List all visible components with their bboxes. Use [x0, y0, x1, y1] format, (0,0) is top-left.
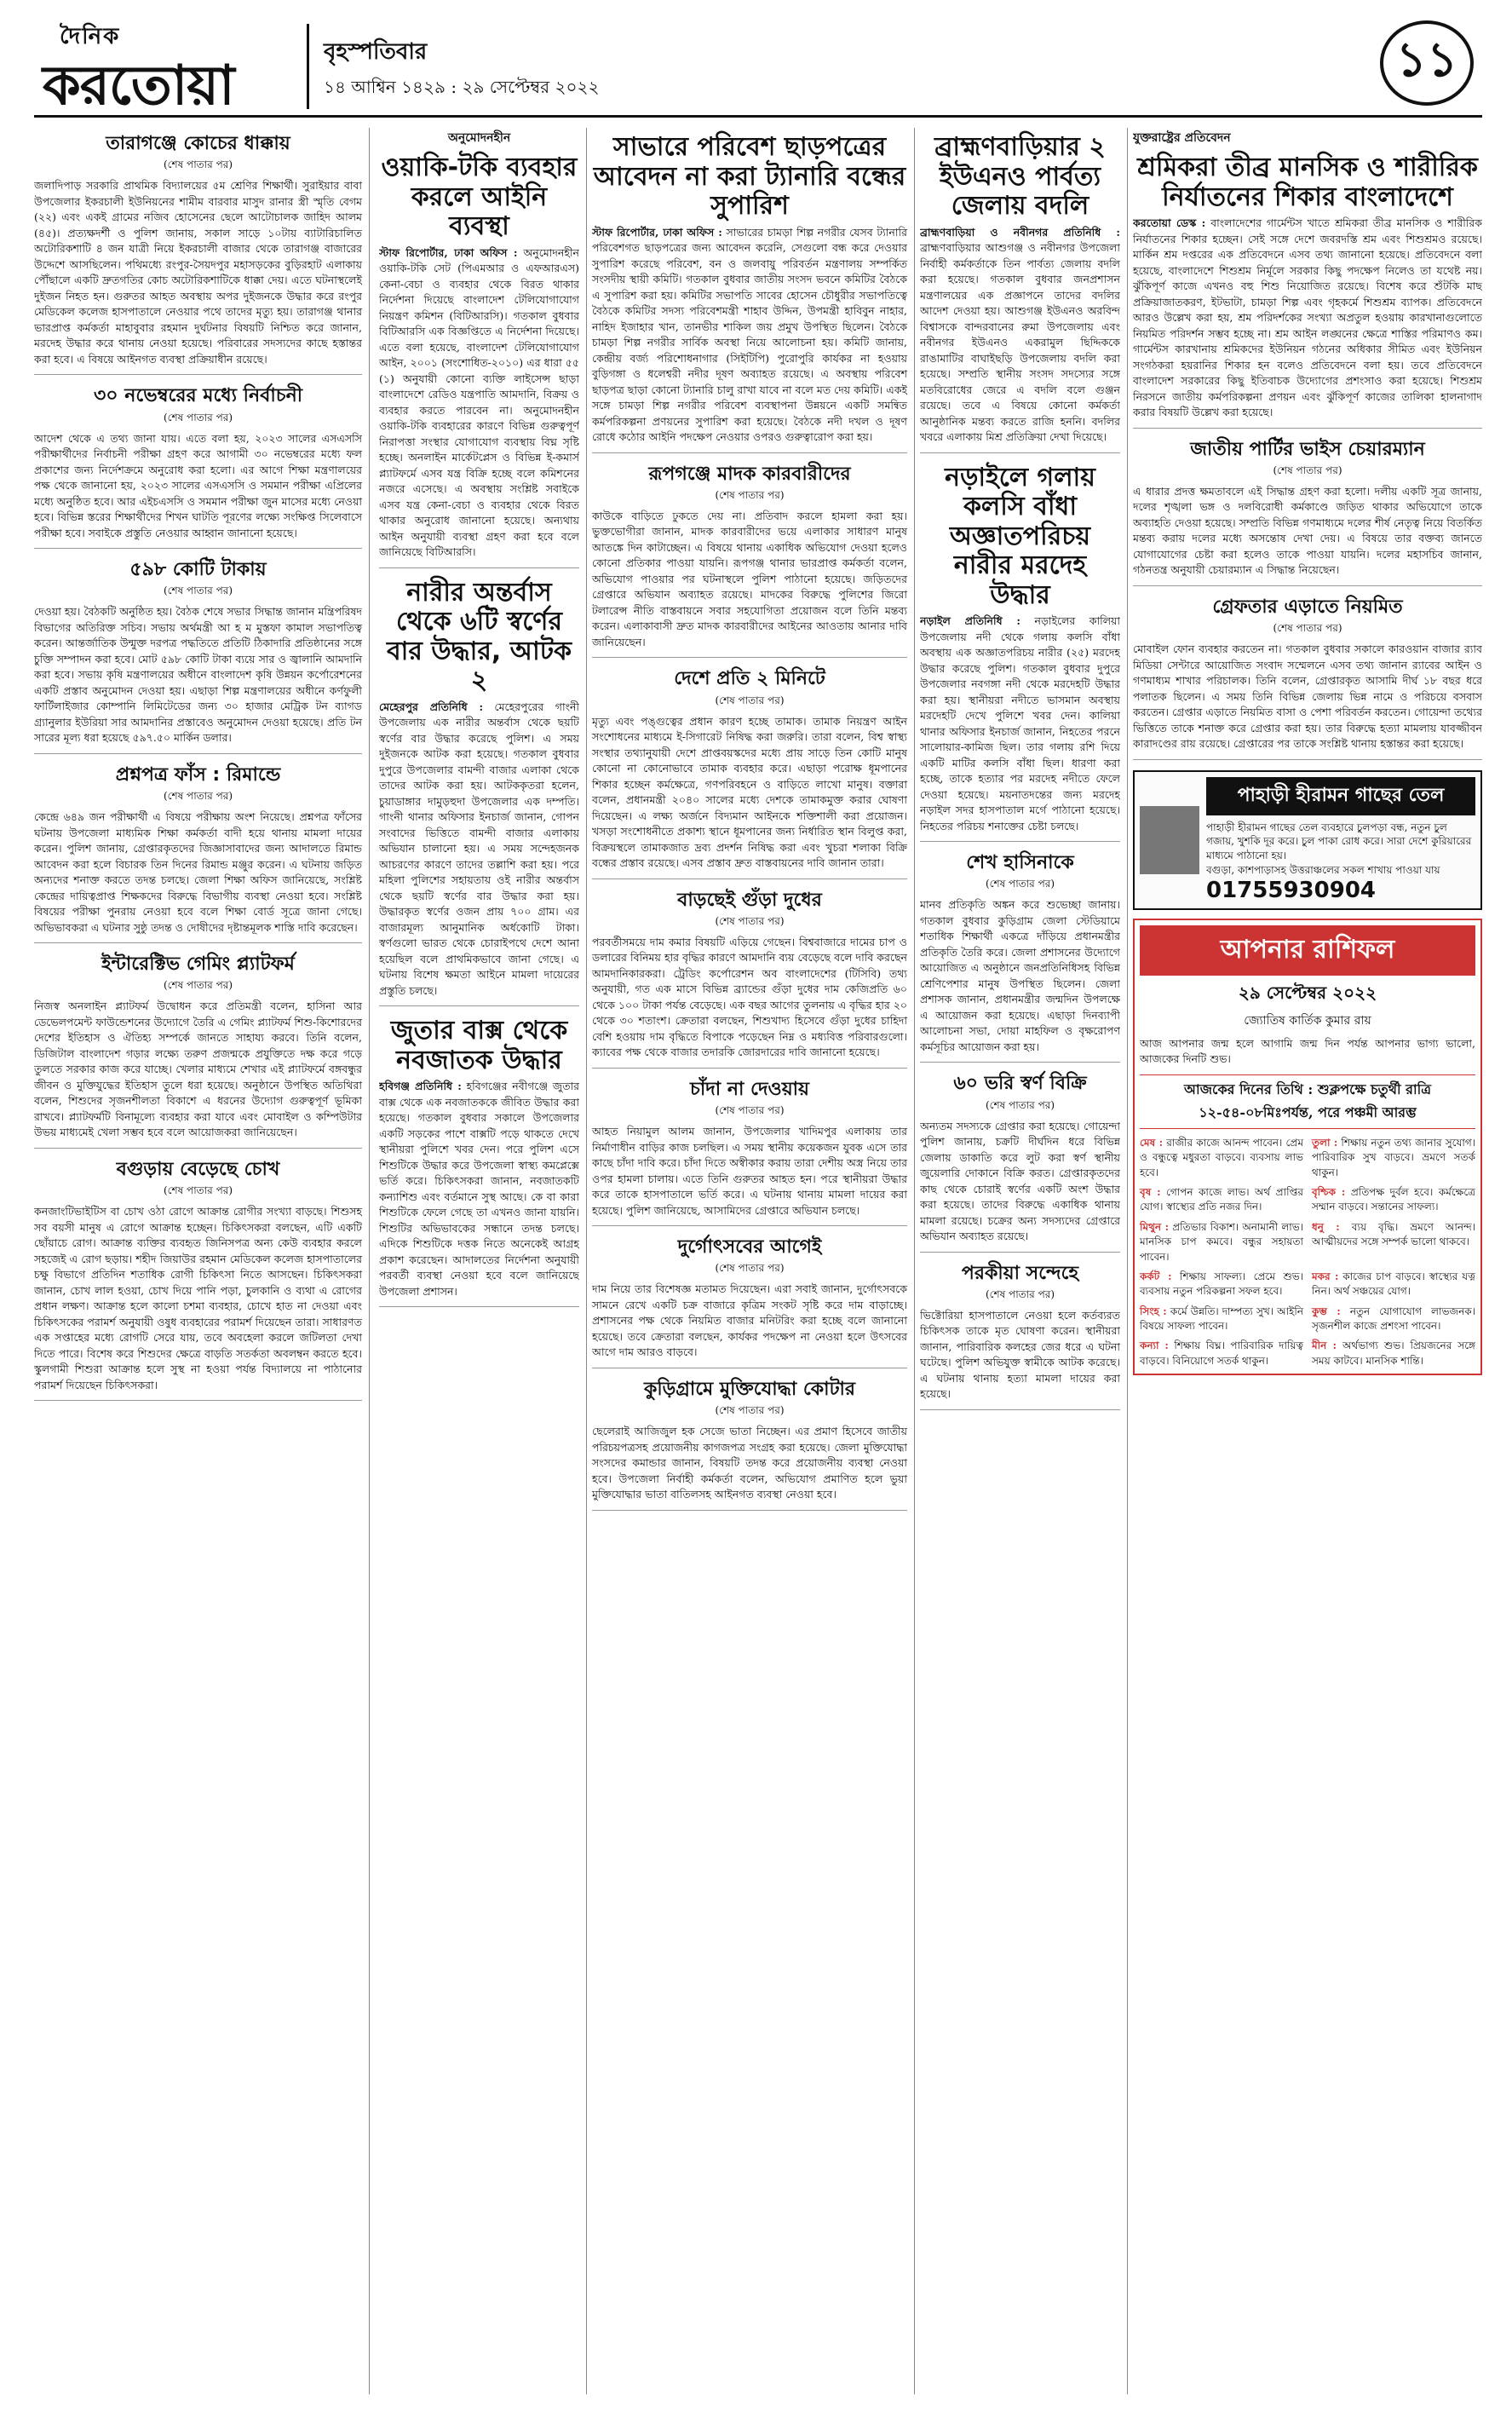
article-byline: মেহেরপুর প্রতিনিধি : — [379, 700, 484, 713]
column-5 — [1133, 128, 1482, 2394]
article-headline: সাভারে পরিবেশ ছাড়পত্রের আবেদন না করা ট্যানারি বন্ধের সুপারিশ — [593, 132, 906, 221]
continued-label: (শেষ পাতার পর) — [985, 1288, 1055, 1300]
article — [34, 1159, 362, 1401]
article-headline: নড়াইলে গলায় কলসি বাঁধা অজ্ঞাতপরিচয় নারীর মরদেহ উদ্ধার — [945, 462, 1095, 610]
column-rule — [914, 128, 915, 2394]
horoscope-signs — [1140, 1136, 1475, 1368]
article-body: এ ধারার প্রদত্ত ক্ষমতাবলে এই সিদ্ধান্ত গ্রহণ করা হলো। দলীয় একটি সূত্র জানায়, দলের শৃঙ্খলা ভঙ্গ ও দলবিরোধী কর্মকাণ্ডে জড়িত থাকার অভিযোগে তাকে অব্যাহতি দেওয়া হয়েছে। সম্প্রতি বিভিন্ন গণমাধ্যমে দলের শীর্ষ নেতৃত্ব নিয়ে বিতর্কিত মন্তব্য করায় দলের মধ্যে অসন্তোষ দেখা দেয়। এ বিষয়ে তার বক্তব্য জানতে যোগাযোগের চেষ্টা করা হলেও তাকে পাওয়া যায়নি। দলের মহাসচিব জানান, গঠনতন্ত্র অনুযায়ী চেয়ারম্যান এ সিদ্ধান্ত নিয়েছেন। — [1133, 484, 1482, 577]
article-headline: কুড়িগ্রামে মুক্তিযোদ্ধা কোটার — [643, 1378, 856, 1400]
horoscope-sign — [1140, 1136, 1303, 1180]
article-body: হবিগঞ্জের নবীগঞ্জে জুতার বাক্স থেকে এক নবজাতককে জীবিত উদ্ধার করা হয়েছে। গতকাল বুধবার সকালে উপজেলার একটি সড়কের পাশে বাক্সটি পড়ে থাকতে দেখে স্থানীয়রা পুলিশে খবর দেন। পরে পুলিশ এসে শিশুটিকে উদ্ধার করে উপজেলা স্বাস্থ্য কমপ্লেক্সে ভর্তি করে। চিকিৎসকরা জানান, নবজাতকটি কন্যাশিশু এবং বর্তমানে সুস্থ আছে। কে বা কারা শিশুটিকে ফেলে গেছে তা এখনও জানা যায়নি। শিশুটির অভিভাবকের সন্ধানে তদন্ত চলছে। এদিকে শিশুটিকে দত্তক নিতে অনেকেই আগ্রহ প্রকাশ করেছেন। আদালতের নির্দেশনা অনুযায়ী পরবর্তী ব্যবস্থা নেওয়া হবে বলে জানিয়েছে উপজেলা প্রশাসন। — [379, 1080, 579, 1298]
article — [1133, 596, 1482, 760]
article-headline: জাতীয় পার্টির ভাইস চেয়ারম্যান — [1190, 438, 1425, 460]
article-body: মেহেরপুরের গাংনী উপজেলায় এক নারীর অন্তর্বাস থেকে ছয়টি স্বর্ণের বার উদ্ধার করেছে পুলিশ। এ সময় দুইজনকে আটক করা হয়েছে। গতকাল বুধবার দুপুরে উপজেলার বামন্দী বাজার এলাকা থেকে তাদের আটক করা হয়। আটককৃতরা হলেন, চুয়াডাঙ্গার দামুড়হুদা উপজেলার এক দম্পতি। গাংনী থানার অফিসার ইনচার্জ জানান, গোপন সংবাদের ভিত্তিতে বামন্দী বাজার এলাকায় অভিযান চালানো হয়। এ সময় সন্দেহজনক আচরণের কারণে তাদের তল্লাশি করা হয়। পরে মহিলা পুলিশের সহায়তায় ওই নারীর অন্তর্বাস থেকে ছয়টি স্বর্ণের বার উদ্ধার করা হয়। উদ্ধারকৃত স্বর্ণের ওজন প্রায় ৭০০ গ্রাম। এর বাজারমূল্য আনুমানিক অর্ধকোটি টাকা। স্বর্ণগুলো ভারত থেকে চোরাইপথে দেশে আনা হয়েছিল বলে প্রাথমিকভাবে জানা গেছে। এ ঘটনায় বিশেষ ক্ষমতা আইনে মামলা দায়েরের প্রস্তুতি চলছে। — [379, 700, 579, 997]
sign-name: মিথুন : — [1140, 1220, 1170, 1233]
article-body: মৃত্যু এবং পঙ্গুত্বের প্রধান কারণ হচ্ছে তামাক। তামাক নিয়ন্ত্রণ আইন সংশোধনের মাধ্যমে ই-সিগারেট নিষিদ্ধ করা জরুরি। তারা বলেন, বিশ্ব স্বাস্থ্য সংস্থার তথ্যানুযায়ী দেশে প্রাপ্তবয়স্কদের মধ্যে প্রায় সাড়ে তিন কোটি মানুষ কোনো না কোনোভাবে তামাক ব্যবহার করে। এছাড়া পরোক্ষ ধূমপানের শিকার হচ্ছেন কর্মক্ষেত্রে, গণপরিবহনে ও বাড়িতে লাখো মানুষ। বক্তারা বলেন, প্রধানমন্ত্রী ২০৪০ সালের মধ্যে দেশকে তামাকমুক্ত করার ঘোষণা দিয়েছেন। এ লক্ষ্য অর্জনে বিদ্যমান আইনকে শক্তিশালী করা প্রয়োজন। খসড়া সংশোধনীতে প্রকাশ্য স্থানে ধূমপানের জন্য নির্ধারিত স্থান বিলুপ্ত করা, বিক্রয়স্থলে তামাকজাত দ্রব্য প্রদর্শন নিষিদ্ধ করা এবং খুচরা শলাকা বিক্রি বন্ধের প্রস্তাব রয়েছে। এসব প্রস্তাব দ্রুত বাস্তবায়নের দাবি জানান তারা। — [592, 714, 907, 870]
issue-date: ১৪ আশ্বিন ১৪২৯ : ২৯ সেপ্টেম্বর ২০২২ — [324, 77, 600, 97]
article-headline: ৩০ নভেম্বরের মধ্যে নির্বাচনী — [93, 385, 303, 407]
logo-prefix: দৈনিক — [60, 24, 121, 49]
article-headline: দুর্গোৎসবের আগেই — [677, 1236, 822, 1259]
article-byline: স্টাফ রিপোর্টার, ঢাকা অফিস : — [592, 225, 722, 239]
article-headline: চাঁদা না দেওয়ায় — [690, 1078, 809, 1100]
masthead — [34, 15, 1482, 118]
article-body: আহত নিয়ামুল আলম জানান, উপজেলার খাদিমপুর এলাকায় তার নির্মাণাধীন বাড়ির কাজ চলছিল। এ সময় স্থানীয় কয়েকজন যুবক এসে তার কাছে চাঁদা দাবি করে। চাঁদা দিতে অস্বীকার করায় তারা দেশীয় অস্ত্র নিয়ে তার ওপর হামলা চালায়। এতে তিনি গুরুতর আহত হন। পরে স্থানীয়রা উদ্ধার করে তাকে হাসপাতালে ভর্তি করে। এ ঘটনায় থানায় মামলা দায়ের করা হয়েছে। পুলিশ জানিয়েছে, আসামিদের গ্রেপ্তারে অভিযান চলছে। — [592, 1125, 907, 1217]
continued-label: (শেষ পাতার পর) — [163, 411, 233, 423]
continued-label: (শেষ পাতার পর) — [1273, 464, 1342, 476]
continued-label: (শেষ পাতার পর) — [163, 585, 233, 597]
sign-text: গোপন কাজে লাভ। অর্থ প্রাপ্তির যোগ। স্বাস্থ্যের প্রতি নজর দিন। — [1140, 1185, 1303, 1213]
continued-label: (শেষ পাতার পর) — [163, 790, 233, 803]
horoscope-tithi: আজকের দিনের তিথি : শুক্লপক্ষে চতুর্থী রাত্রি ১২-৫৪-০৮মিঃপর্যন্ত, পরে পঞ্চমী আরম্ভ — [1140, 1074, 1475, 1129]
horoscope-intro: আজ আপনার জন্ম হলে আগামি জন্ম দিন পর্যন্ত আপনার ভাগ্য ভালো, আজকের দিনটি শুভ। — [1140, 1036, 1475, 1066]
ad-address: বগুড়া, কাশপাড়াসহ উত্তরাঞ্চলের সকল শাখায় পাওয়া যায় — [1206, 863, 1440, 876]
column-1 — [34, 128, 362, 2394]
masthead-divider — [307, 24, 309, 109]
horoscope-sign — [1312, 1305, 1475, 1334]
horoscope-box — [1133, 919, 1482, 1375]
article-headline: ব্রাহ্মণবাড়িয়ার ২ ইউএনও পার্বত্য জেলায় বদলি — [934, 132, 1106, 221]
continued-label: (শেষ পাতার পর) — [715, 488, 785, 501]
article-headline: শ্রমিকরা তীব্র মানসিক ও শারীরিক নির্যাতনের শিকার বাংলাদেশে — [1137, 153, 1478, 212]
continued-label: (শেষ পাতার পর) — [163, 158, 233, 171]
page-number: ১১ — [1380, 20, 1474, 106]
article — [379, 1017, 579, 1307]
sign-name: মেষ : — [1140, 1136, 1164, 1149]
sign-name: কন্যা : — [1140, 1339, 1169, 1352]
lead-article — [592, 133, 907, 453]
horoscope-sign — [1140, 1270, 1303, 1299]
article-headline: ৬০ ভরি স্বর্ণ বিক্রি — [953, 1073, 1087, 1095]
newspaper-logo — [34, 19, 290, 118]
article-headline: ওয়াকি-টকি ব্যবহার করলে আইনি ব্যবস্থা — [381, 153, 578, 241]
article-body: অন্যতম সদস্যকে গ্রেপ্তার করা হয়েছে। গোয়েন্দা পুলিশ জানায়, চক্রটি দীর্ঘদিন ধরে বিভিন্ন জেলায় ডাকাতি করে লুট করা স্বর্ণ স্থানীয় জুয়েলারি দোকানে বিক্রি করত। গ্রেপ্তারকৃতদের কাছ থেকে চোরাই স্বর্ণের একটি অংশ উদ্ধার করা হয়েছে। তাদের বিরুদ্ধে একাধিক থানায় মামলা রয়েছে। চক্রের অন্য সদস্যদের গ্রেপ্তারে অভিযান অব্যাহত রয়েছে। — [920, 1119, 1120, 1243]
sign-text: শিক্ষায় বিঘ্ন। পারিবারিক দায়িত্ব বাড়বে। বিনিয়োগে সতর্ক থাকুন। — [1140, 1339, 1303, 1367]
column-rule — [1127, 128, 1128, 2394]
article — [920, 464, 1120, 843]
sign-name: সিংহ : — [1140, 1305, 1167, 1317]
article-byline: স্টাফ রিপোর্টার, ঢাকা অফিস : — [379, 245, 518, 259]
article-headline: গ্রেফতার এড়াতে নিয়মিত — [1212, 596, 1403, 618]
article-byline: নড়াইল প্রতিনিধি : — [920, 614, 1021, 627]
article-body: সাভারের চামড়া শিল্প নগরীর যেসব ট্যানারি পরিবেশগত ছাড়পত্রের জন্য আবেদন করেনি, সেগুলো বন্ধ করে দেওয়ার সুপারিশ করেছে পরিবেশ, বন ও জলবায়ু পরিবর্তন মন্ত্রণালয় সম্পর্কিত সংসদীয় স্থায়ী কমিটি। গতকাল বুধবার জাতীয় সংসদ ভবনে কমিটির বৈঠকে এ সুপারিশ করা হয়। কমিটির সভাপতি সাবের হোসেন চৌধুরীর সভাপতিত্বে বৈঠকে কমিটির সদস্য পরিবেশমন্ত্রী শাহাব উদ্দিন, উপমন্ত্রী হাবিবুন নাহার, নাহিদ ইজাহার খান, তানভীর শাকিল জয় প্রমুখ উপস্থিত ছিলেন। বৈঠকে চামড়া শিল্প নগরীর সার্বিক অবস্থা নিয়ে আলোচনা হয়। কমিটি জানায়, কেন্দ্রীয় বর্জ্য পরিশোধনাগার (সিইটিপি) পুরোপুরি কার্যকর না হওয়ায় বুড়িগঙ্গা ও ধলেশ্বরী নদীর দূষণ অব্যাহত রয়েছে। এ অবস্থায় পরিবেশ ছাড়পত্র ছাড়া কোনো ট্যানারি চালু রাখা যাবে না বলে মত দেয় কমিটি। একই সঙ্গে চামড়া শিল্প নগরীর পরিবেশ ব্যবস্থাপনা উন্নয়নে একটি সমন্বিত কর্মপরিকল্পনা প্রণয়নের সুপারিশ করা হয়েছে। বৈঠকে নদী দখল ও দূষণ রোধে কঠোর আইনি পদক্ষেপ নেওয়ার ওপরও গুরুত্বারোপ করা হয়। — [592, 225, 907, 443]
sign-text: শিক্ষায় সাফল্য। প্রেমে শুভ। ব্যবসায় নতুন পরিকল্পনা সফল হবে। — [1140, 1270, 1304, 1298]
horoscope-sign — [1140, 1339, 1303, 1368]
ad-title: পাহাড়ী হীরামন গাছের তেল — [1206, 777, 1475, 815]
article-headline: পরকীয়া সন্দেহে — [961, 1262, 1079, 1284]
article — [34, 133, 362, 375]
article-body: দাম নিয়ে তার বিশেষজ্ঞ মতামত দিয়েছেন। এরা সবাই জানান, দুর্গোৎসবকে সামনে রেখে একটি চক্র বাজারে কৃত্রিম সংকট সৃষ্টি করে দাম বাড়াচ্ছে। প্রশাসনের পক্ষ থেকে নিয়মিত বাজার মনিটরিং করা হচ্ছে বলে জানানো হয়েছে। তবে ক্রেতারা বলছেন, কার্যকর পদক্ষেপ না নেওয়া হলে উৎসবের আগে দাম আরও বাড়বে। — [592, 1282, 907, 1359]
horoscope-sign — [1140, 1185, 1303, 1215]
article-headline: বগুড়ায় বেড়েছে চোখ — [116, 1158, 280, 1180]
article-headline: শেখ হাসিনাকে — [966, 852, 1074, 873]
horoscope-sign — [1312, 1270, 1475, 1299]
horoscope-title: আপনার রাশিফল — [1140, 925, 1475, 976]
issue-day: বৃহস্পতিবার — [324, 39, 428, 65]
advertisement[interactable] — [1133, 770, 1482, 910]
sign-name: তুলা : — [1312, 1136, 1338, 1149]
sign-text: কর্মে উন্নতি। দাম্পত্য সুখ। আইনি বিষয়ে সাফল্য পাবেন। — [1140, 1305, 1304, 1333]
article — [592, 890, 907, 1069]
horoscope-sign — [1312, 1339, 1475, 1368]
article-body: নিজস্ব অনলাইন প্ল্যাটফর্ম উদ্বোধন করে প্রতিমন্ত্রী বলেন, হাসিনা আর ডেভেলপমেন্ট ফাউন্ডেশনের উদ্যোগে তৈরি এ গেমিং প্ল্যাটফর্ম শিশু-কিশোরদের দেশের ইতিহাস ও ঐতিহ্য সম্পর্কে জানতে সাহায্য করবে। তিনি বলেন, ডিজিটাল বাংলাদেশ গড়ার লক্ষ্যে তরুণ প্রজন্মকে প্রযুক্তিতে দক্ষ করে গড়ে তুলতে সরকার কাজ করে যাচ্ছে। খেলার মাধ্যমে শেখার এই প্ল্যাটফর্মে বঙ্গবন্ধুর জীবন ও মুক্তিযুদ্ধের ইতিহাস তুলে ধরা হয়েছে। অনুষ্ঠানে উপস্থিত অতিথিরা বলেন, শিশুদের সৃজনশীলতা বিকাশে এ ধরনের উদ্যোগ গুরুত্বপূর্ণ ভূমিকা রাখবে। প্ল্যাটফর্মটি বিনামূল্যে ব্যবহার করা যাবে এবং মোবাইল ও কম্পিউটার উভয় মাধ্যমেই খেলা সম্ভব হবে বলে আয়োজকরা জানিয়েছেন। — [34, 999, 362, 1139]
sign-text: প্রতিপক্ষ দুর্বল হবে। কর্মক্ষেত্রে সম্মান বাড়বে। সন্তানের সাফল্য। — [1312, 1185, 1476, 1213]
horoscope-sign — [1140, 1305, 1303, 1334]
ad-text: পাহাড়ী হীরামন গাছের তেল ব্যবহারে চুলপড়া বন্ধ, নতুন চুল গজায়, খুশকি দূর করে। চুল পাকা রোধ করে। সারা দেশে কুরিয়ারের মাধ্যমে পাঠানো হয়। — [1206, 821, 1472, 862]
sign-text: ব্যয় বৃদ্ধি। ভ্রমণে আনন্দ। আত্মীয়দের সঙ্গে সম্পর্ক ভালো থাকবে। — [1312, 1220, 1475, 1248]
horoscope-date: ২৯ সেপ্টেম্বর ২০২২ — [1238, 982, 1377, 1003]
article-byline: ব্রাহ্মণবাড়িয়া ও নবীনগর প্রতিনিধি : — [920, 225, 1120, 239]
ad-photo — [1140, 806, 1199, 874]
article — [592, 1079, 907, 1226]
article-body: নড়াইলের কালিয়া উপজেলায় নদী থেকে গলায় কলসি বাঁধা অবস্থায় এক অজ্ঞাতপরিচয় নারীর (২৫) মরদেহ উদ্ধার করেছে পুলিশ। গতকাল বুধবার দুপুরে উপজেলার নবগঙ্গা নদী থেকে মরদেহটি উদ্ধার করা হয়। স্থানীয়রা নদীতে ভাসমান অবস্থায় মরদেহটি দেখে পুলিশে খবর দেন। কালিয়া থানার অফিসার ইনচার্জ জানান, নিহতের পরনে সালোয়ার-কামিজ ছিল। তার গলায় রশি দিয়ে একটি মাটির কলসি বাঁধা ছিল। ধারণা করা হচ্ছে, তাকে হত্যার পর মরদেহ নদীতে ফেলে দেওয়া হয়েছে। ময়নাতদন্তের জন্য মরদেহ নড়াইল সদর হাসপাতাল মর্গে পাঠানো হয়েছে। নিহতের পরিচয় শনাক্তের চেষ্টা চলছে। — [920, 614, 1120, 832]
sign-text: শিক্ষায় নতুন তথ্য জানার সুযোগ। পারিবারিক সুখ বাড়বে। ভ্রমণে সতর্ক থাকুন। — [1312, 1136, 1475, 1178]
sign-text: প্রতিভার বিকাশ। অনামানী লাভ। মানসিক চাপ কমবে। বন্ধুর সহায়তা পাবেন। — [1140, 1220, 1303, 1263]
sign-name: ধনু : — [1312, 1220, 1340, 1233]
article-body: কাউকে বাড়িতে ঢুকতে দেয় না। প্রতিবাদ করলে হামলা করা হয়। ভুক্তভোগীরা জানান, মাদক কারবারীদের ভয়ে এলাকার সাধারণ মানুষ আতঙ্কে দিন কাটাচ্ছেন। এ বিষয়ে থানায় একাধিক অভিযোগ দেওয়া হলেও কোনো প্রতিকার পাওয়া যায়নি। রূপগঞ্জ থানার ভারপ্রাপ্ত কর্মকর্তা বলেন, অভিযোগ পাওয়ার পর ঘটনাস্থলে পুলিশ পাঠানো হয়েছে। জড়িতদের গ্রেপ্তারে অভিযান অব্যাহত রয়েছে। মাদকের বিরুদ্ধে পুলিশের জিরো টলারেন্স নীতি বাস্তবায়নে সবার সহযোগিতা প্রয়োজন বলে তিনি মন্তব্য করেন। এলাকাবাসী দ্রুত মাদক কারবারীদের আইনের আওতায় আনার দাবি জানিয়েছেন। — [592, 509, 907, 648]
article-kicker: অনুমোদনহীন — [447, 131, 511, 145]
article-headline: ৫৯৮ কোটি টাকায় — [129, 559, 267, 581]
continued-label: (শেষ পাতার পর) — [163, 1184, 233, 1197]
article-headline: রূপগঞ্জে মাদক কারবারীদের — [648, 463, 851, 485]
article-kicker: যুক্তরাষ্ট্রের প্রতিবেদন — [1133, 131, 1231, 145]
continued-label: (শেষ পাতার পর) — [715, 1404, 785, 1417]
continued-label: (শেষ পাতার পর) — [715, 694, 785, 706]
continued-label: (শেষ পাতার পর) — [1273, 622, 1342, 635]
horoscope-sign — [1312, 1136, 1475, 1180]
column-4 — [920, 128, 1120, 2394]
article — [379, 579, 579, 1007]
article-body: কেন্দ্রে ৬৪৯ জন পরীক্ষার্থী এ বিষয়ে পরীক্ষায় অংশ নিয়েছে। প্রশ্নপত্র ফাঁসের ঘটনায় উপজেলা মাধ্যমিক শিক্ষা কর্মকর্তা বাদী হয়ে থানায় মামলা দায়ের করেন। পুলিশ জানায়, গ্রেপ্তারকৃতদের জিজ্ঞাসাবাদের জন্য আদালতে রিমান্ড আবেদন করা হলে বিচারক তিন দিনের রিমান্ড মঞ্জুর করেন। এ ঘটনায় জড়িত অন্যদের শনাক্ত করতে তদন্ত চলছে। জেলা শিক্ষা অফিস জানিয়েছে, সংশ্লিষ্ট কেন্দ্রের দায়িত্বপ্রাপ্ত শিক্ষকদের বিরুদ্ধে বিভাগীয় ব্যবস্থা নেওয়া হবে। সংশ্লিষ্ট বিষয়ের পরীক্ষা পুনরায় নেওয়া হবে বলে শিক্ষা বোর্ড সূত্রে জানা গেছে। অভিভাবকরা এ ঘটনার সুষ্ঠু তদন্ত ও দোষীদের দৃষ্টান্তমূলক শাস্তি দাবি করেছেন। — [34, 810, 362, 934]
sign-text: অর্থভাগ্য শুভ। প্রিয়জনের সঙ্গে সময় কাটবে। মানসিক শান্তি। — [1312, 1339, 1475, 1367]
continued-label: (শেষ পাতার পর) — [715, 1262, 785, 1275]
article — [920, 852, 1120, 1063]
article-headline: বাড়ছেই গুঁড়া দুধের — [677, 889, 822, 911]
article-body: মোবাইল ফোন ব্যবহার করতেন না। গতকাল বুধবার সকালে কারওয়ান বাজার র‍্যাব মিডিয়া সেন্টারে আয়োজিত সংবাদ সম্মেলনে এসব তথ্য জানান র‍্যাবের আইন ও গণমাধ্যম শাখার পরিচালক। তিনি বলেন, গ্রেপ্তারকৃত আসামি দীর্ঘ ১৮ বছর ধরে পলাতক ছিলেন। এ সময় তিনি বিভিন্ন জেলায় ভিন্ন নামে ও পরিচয়ে বসবাস করতেন। গ্রেপ্তার এড়াতে নিয়মিত বাসা ও পেশা পরিবর্তন করতেন। গোয়েন্দা তথ্যের ভিত্তিতে তাকে শনাক্ত করে গ্রেপ্তার করা হয়। তার বিরুদ্ধে হত্যা মামলায় যাবজ্জীবন কারাদণ্ডের রায় রয়েছে। গ্রেপ্তারের পর তাকে সংশ্লিষ্ট থানায় হস্তান্তর করা হয়েছে। — [1133, 642, 1482, 751]
column-rule — [369, 128, 370, 2394]
article-body: বাংলাদেশের গার্মেন্টস খাতে শ্রমিকরা তীব্র মানসিক ও শারীরিক নির্যাতনের শিকার হচ্ছেন। সেই সঙ্গে দেশে জবরদস্তি শ্রম এবং শিশুশ্রমও রয়েছে। মার্কিন শ্রম দপ্তরের এক প্রতিবেদনে এসব তথ্য জানানো হয়েছে। প্রতিবেদনে বলা হয়েছে, বাংলাদেশে শিশুশ্রম নির্মূলে সরকার কিছু পদক্ষেপ নিলেও তা যথেষ্ট নয়। ঝুঁকিপূর্ণ কাজে এখনও বহু শিশু নিয়োজিত রয়েছে। বিশেষ করে শুঁটকি মাছ প্রক্রিয়াজাতকরণ, ইটভাটা, চামড়া শিল্প এবং গৃহকর্মে শিশুশ্রম ব্যাপক। প্রতিবেদনে আরও উল্লেখ করা হয়, শ্রম পরিদর্শকের সংখ্যা অপ্রতুল হওয়ায় কারখানাগুলোতে নিয়মিত পরিদর্শন সম্ভব হচ্ছে না। শ্রম আইন লঙ্ঘনের ক্ষেত্রে শাস্তির পরিমাণও কম। গার্মেন্টস কারখানায় শ্রমিকদের ইউনিয়ন গঠনের অধিকার সীমিত এবং ইউনিয়ন সংগঠকরা হয়রানির শিকার হন বলেও প্রতিবেদনে বলা হয়। তবে প্রতিবেদনে বাংলাদেশ সরকারের কিছু ইতিবাচক উদ্যোগের প্রশংসাও করা হয়েছে। শিশুশ্রম নিরসনে জাতীয় কর্মপরিকল্পনা প্রণয়ন এবং ঝুঁকিপূর্ণ কাজের তালিকা হালনাগাদ করার বিষয়টি উল্লেখ করা হয়েছে। — [1133, 216, 1482, 418]
article — [920, 133, 1120, 453]
sign-text: রাজীর কাজে আনন্দ পাবেন। প্রেম ও বন্ধুত্বে মধুরতা বাড়বে। ব্যবসায় লাভ হবে। — [1140, 1136, 1303, 1178]
horoscope-author: জ্যোতিষ কার্তিক কুমার রায় — [1244, 1013, 1371, 1028]
article-headline: জুতার বাক্স থেকে নবজাতক উদ্ধার — [390, 1016, 568, 1075]
sign-name: বৃশ্চিক : — [1312, 1185, 1346, 1198]
article-headline: ইন্টারেক্টিভ গেমিং প্ল্যাটফর্ম — [101, 953, 295, 976]
article — [1133, 439, 1482, 586]
article-headline: দেশে প্রতি ২ মিনিটে — [674, 668, 825, 690]
sign-name: বৃষ : — [1140, 1185, 1161, 1198]
continued-label: (শেষ পাতার পর) — [715, 914, 785, 927]
article — [920, 1263, 1120, 1410]
article — [34, 385, 362, 549]
continued-label: (শেষ পাতার পর) — [985, 878, 1055, 890]
sign-name: মীন : — [1312, 1339, 1337, 1352]
lead-article — [1133, 128, 1482, 429]
sign-name: কুম্ভ : — [1312, 1305, 1341, 1317]
sign-name: কর্কট : — [1140, 1270, 1172, 1282]
article-body: জলাদিপাড় সরকারি প্রাথমিক বিদ্যালয়ের ৫ম শ্রেণির শিক্ষার্থী। সুরাইয়ার বাবা উপজেলার ইকরচালী ইউনিয়নের শামীম বারবার মাসুদ রানার স্ত্রী স্মৃতি বেগম (২২) এবং একই গ্রামের নজিব হোসেনের ছেলে আটোচালক জাহিদ আলম (৪৫)। প্রত্যক্ষদর্শী ও পুলিশ জানায়, সকাল সাড়ে ১০টায় ব্যাটারিচালিত অটোরিকশাটি ৪ জন যাত্রী নিয়ে ইকরচালী বাজার থেকে তারাগঞ্জ বাজারের উদ্দেশে আসছিলেন। পথিমধ্যে রংপুর-সৈয়দপুর মহাসড়কের বুড়িরহাট এলাকায় পৌঁছালে একটি দ্রুতগতির কোচ অটোরিকশাটিকে ধাক্কা দেয়। এতে ঘটনাস্থলেই দুইজন নিহত হন। গুরুতর আহত অবস্থায় অপর দুইজনকে উদ্ধার করে রংপুর মেডিকেল কলেজ হাসপাতালে নেওয়ার পথে তাদের মৃত্যু হয়। তারাগঞ্জ থানার ভারপ্রাপ্ত কর্মকর্তা মাহাবুবার রহমান দুর্ঘটনার বিষয়টি নিশ্চিত করে জানান, মরদেহ উদ্ধার করে থানায় নেওয়া হয়েছে। পরিবারের সদস্যদের কাছে হস্তান্তর করা হবে। এ বিষয়ে আইনগত ব্যবস্থা প্রক্রিয়াধীন রয়েছে। — [34, 179, 362, 366]
article-byline: হবিগঞ্জ প্রতিনিধি : — [379, 1080, 462, 1092]
article-body: দেওয়া হয়। বৈঠকটি অনুষ্ঠিত হয়। বৈঠক শেষে সভার সিদ্ধান্ত জানান মন্ত্রিপরিষদ বিভাগের অতিরিক্ত সচিব। সভায় অর্থমন্ত্রী আ হ ম মুস্তফা কামাল সভাপতিত্ব করেন। আন্তর্জাতিক উন্মুক্ত দরপত্র পদ্ধতিতে প্রতিটি ঠিকাদারি প্রতিষ্ঠানের সঙ্গে চুক্তি সম্পাদন করা হবে। মোট ৫৯৮ কোটি টাকা ব্যয়ে সার ও জ্বালানি আমদানি করা হবে। সভায় কৃষি মন্ত্রণালয়ের অধীনে বাংলাদেশ কৃষি উন্নয়ন কর্পোরেশনের একটি প্রস্তাব অনুমোদন দেওয়া হয়। এছাড়া শিল্প মন্ত্রণালয়ের অধীনে কর্ণফুলী ফার্টিলাইজার কোম্পানি লিমিটেডের জন্য ৩০ হাজার মেট্রিক টন ব্যাগড গ্র্যানুলার ইউরিয়া সার আমদানির প্রস্তাবেও অনুমোদন দেওয়া হয়েছে। প্রতি টন সারের মূল্য ধরা হয়েছে ৫৯৭.৫০ মার্কিন ডলার। — [34, 605, 362, 745]
article-body: অনুমোদনহীন ওয়াকি-টকি সেট (পিএমআর ও এফআরএস) কেনা-বেচা ও ব্যবহার থেকে বিরত থাকার নির্দেশনা দিয়েছে বাংলাদেশ টেলিযোগাযোগ নিয়ন্ত্রণ কমিশন (বিটিআরসি)। গতকাল বুধবার বিটিআরসি এক বিজ্ঞপ্তিতে এ নির্দেশনা দিয়েছে। এতে বলা হয়েছে, বাংলাদেশ টেলিযোগাযোগ আইন, ২০০১ (সংশোধিত-২০১০) এর ধারা ৫৫ (১) অনুযায়ী কোনো ব্যক্তি লাইসেন্স ছাড়া বাংলাদেশে রেডিও যন্ত্রপাতি আমদানি, বিক্রয় ও ব্যবহার করতে পারবেন না। অনুমোদনহীন ওয়াকি-টকি ব্যবহারের কারণে বিভিন্ন গুরুত্বপূর্ণ নিরাপত্তা সংস্থার যোগাযোগ ব্যবস্থায় বিঘ্ন সৃষ্টি হচ্ছে। অনলাইন মার্কেটপ্লেস ও বিভিন্ন ই-কমার্স প্ল্যাটফর্মে এসব যন্ত্র বিক্রি হচ্ছে বলে কমিশনের নজরে এসেছে। এ অবস্থায় সংশ্লিষ্ট সবাইকে এসব যন্ত্র কেনা-বেচা ও ব্যবহার থেকে বিরত থাকার অনুরোধ জানানো হয়েছে। অন্যথায় আইন অনুযায়ী ব্যবস্থা গ্রহণ করা হবে বলে জানিয়েছে বিটিআরসি। — [379, 245, 579, 558]
continued-label: (শেষ পাতার পর) — [715, 1104, 785, 1117]
article-body: ছেলেরাই আজিজুল হক সেজে ভাতা নিচ্ছেন। এর প্রমাণ হিসেবে জাতীয় পরিচয়পত্রসহ প্রয়োজনীয় কাগজপত্র সংগ্রহ করা হয়েছে। জেলা মুক্তিযোদ্ধা সংসদের কমান্ডার জানান, বিষয়টি তদন্ত করে প্রয়োজনীয় ব্যবস্থা নেওয়া হবে। উপজেলা নির্বাহী কর্মকর্তা বলেন, অভিযোগ প্রমাণিত হলে ভুয়া মুক্তিযোদ্ধার ভাতা বাতিলসহ আইনগত ব্যবস্থা নেওয়া হবে। — [592, 1425, 907, 1501]
logo-title: করতোয়া — [43, 55, 234, 118]
article-headline: তারাগঞ্জে কোচের ধাক্কায় — [106, 133, 290, 154]
horoscope-sign — [1312, 1185, 1475, 1215]
article — [920, 1073, 1120, 1252]
horoscope-sign — [1312, 1220, 1475, 1264]
article — [34, 953, 362, 1149]
article — [34, 764, 362, 943]
column-2 — [379, 128, 579, 2394]
article-body: ভিক্টোরিয়া হাসপাতালে নেওয়া হলে কর্তব্যরত চিকিৎসক তাকে মৃত ঘোষণা করেন। স্থানীয়রা জানান, পারিবারিক কলহের জের ধরে এ ঘটনা ঘটেছে। পুলিশ অভিযুক্ত স্বামীকে আটক করেছে। এ ঘটনায় থানায় হত্যা মামলা দায়ের করা হয়েছে। — [920, 1308, 1120, 1401]
article — [592, 1236, 907, 1368]
article — [592, 1379, 907, 1511]
article-body: আদেশ থেকে এ তথ্য জানা যায়। এতে বলা হয়, ২০২৩ সালের এসএসসি পরীক্ষার্থীদের নির্বাচনী পরীক্ষা গ্রহণ করে আগামী ৩০ নভেম্বরের মধ্যে ফল প্রকাশের জন্য নির্দেশক্রমে অনুরোধ করা হলো। এর আগে শিক্ষা মন্ত্রণালয়ের পক্ষ থেকে জানানো হয়, ২০২৩ সালের এসএসসি ও সমমান পরীক্ষা এপ্রিলের মধ্যে অনুষ্ঠিত হবে। আর এইচএসসি ও সমমান পরীক্ষা জুন মাসের মধ্যে নেওয়া হবে। বিভিন্ন স্তরের শিক্ষার্থীদের শিখন ঘাটতি পূরণের লক্ষ্যে সংক্ষিপ্ত সিলেবাসে পরীক্ষা হবে। সবাইকে প্রস্তুতি নেওয়ার আহ্বান জানানো হয়েছে। — [34, 431, 362, 539]
sign-text: নতুন যোগাযোগ লাভজনক। সৃজনশীল কাজে প্রশংসা পাবেন। — [1312, 1305, 1475, 1333]
continued-label: (শেষ পাতার পর) — [163, 979, 233, 992]
article — [34, 559, 362, 754]
article — [592, 464, 907, 659]
ad-phone: 01755930904 — [1206, 877, 1376, 903]
article — [379, 128, 579, 568]
article-body: পরবর্তীসময়ে দাম কমার বিষয়টি এড়িয়ে গেছেন। বিশ্ববাজারে দামের চাপ ও ডলারের বিনিময় হার বৃদ্ধির কারণে আমদানি ব্যয় বেড়েছে বলে দাবি করছেন আমদানিকারকরা। ট্রেডিং কর্পোরেশন অব বাংলাদেশের (টিসিবি) তথ্য অনুযায়ী, গত এক মাসে বিভিন্ন ব্র্যান্ডের গুঁড়া দুধের দাম কেজিপ্রতি ৬০ থেকে ১০০ টাকা পর্যন্ত বেড়েছে। এক বছর আগের তুলনায় এ বৃদ্ধির হার ২০ থেকে ৩০ শতাংশ। ক্রেতারা বলছেন, শিশুখাদ্য হিসেবে গুঁড়া দুধের চাহিদা বেশি হওয়ায় দাম বৃদ্ধিতে বিপাকে পড়েছেন নিম্ন ও মধ্যবিত্ত পরিবারগুলো। ক্যাবের পক্ষ থেকে বাজার তদারকি জোরদারের দাবি জানানো হয়েছে। — [592, 935, 907, 1059]
article — [592, 668, 907, 879]
article-headline: প্রশ্নপত্র ফাঁস : রিমান্ডে — [115, 763, 281, 786]
article-headline: নারীর অন্তর্বাস থেকে ৬টি স্বর্ণের বার উদ্ধার, আটক ২ — [386, 577, 572, 695]
column-rule — [586, 128, 587, 2394]
article-body: কনজাংটিভাইটিস বা চোখ ওঠা রোগে আক্রান্ত রোগীর সংখ্যা বাড়ছে। শিশুসহ সব বয়সী মানুষ এ রোগে আক্রান্ত হচ্ছেন। চিকিৎসকরা বলছেন, এটি একটি ছোঁয়াচে রোগ। আক্রান্ত ব্যক্তির ব্যবহৃত জিনিসপত্র অন্য কেউ ব্যবহার করলে সহজেই এ রোগ ছড়ায়। শহীদ জিয়াউর রহমান মেডিকেল কলেজ হাসপাতালের চক্ষু বিভাগে প্রতিদিন শতাধিক রোগী চিকিৎসা নিতে আসছেন। চিকিৎসকরা জানান, চোখ লাল হওয়া, চোখ দিয়ে পানি পড়া, চুলকানি ও ব্যথা এ রোগের প্রধান লক্ষণ। আক্রান্ত হলে কালো চশমা ব্যবহার, চোখে হাত না দেওয়া এবং চিকিৎসকের পরামর্শ অনুযায়ী ওষুধ ব্যবহারের পরামর্শ দিয়েছেন তারা। সাধারণত এক সপ্তাহের মধ্যে রোগটি সেরে যায়, তবে অবহেলা করলে জটিলতা দেখা দিতে পারে। বিশেষ করে শিশুদের ক্ষেত্রে বাড়তি সতর্কতা অবলম্বন করতে হবে। স্কুলগামী শিশুরা আক্রান্ত হলে সুস্থ না হওয়া পর্যন্ত বিদ্যালয়ে না পাঠানোর পরামর্শ দিয়েছেন চিকিৎসকরা। — [34, 1205, 362, 1391]
article-byline: করতোয়া ডেস্ক : — [1133, 216, 1206, 229]
horoscope-sign — [1140, 1220, 1303, 1264]
sign-text: কাজের চাপ বাড়বে। স্বাস্থ্যের যত্ন নিন। অর্থ সঞ্চয়ের যোগ। — [1312, 1270, 1475, 1298]
continued-label: (শেষ পাতার পর) — [985, 1098, 1055, 1111]
article-body: ব্রাহ্মণবাড়িয়ার আশুগঞ্জ ও নবীনগর উপজেলা নির্বাহী কর্মকর্তাকে তিন পার্বত্য জেলায় বদলি করা হয়েছে। গতকাল বুধবার জনপ্রশাসন মন্ত্রণালয়ের এক প্রজ্ঞাপনে তাদের বদলির আদেশ দেওয়া হয়। আশুগঞ্জ ইউএনও অরবিন্দ বিশ্বাসকে বান্দরবানের রুমা উপজেলায় এবং নবীনগর ইউএনও একরামুল ছিদ্দিককে রাঙামাটির বাঘাইছড়ি উপজেলায় বদলি করা হয়েছে। সম্প্রতি স্থানীয় সংসদ সদস্যের সঙ্গে মতবিরোধের জেরে এ বদলি বলে গুঞ্জন রয়েছে। তবে এ বিষয়ে কোনো কর্মকর্তা আনুষ্ঠানিক মন্তব্য করতে রাজি হননি। বদলির খবরে এলাকায় মিশ্র প্রতিক্রিয়া দেখা দিয়েছে। — [920, 241, 1120, 443]
sign-name: মকর : — [1312, 1270, 1339, 1282]
article-body: মানব প্রতিকৃতি অঙ্কন করে শুভেচ্ছা জানায়। গতকাল বুধবার কুড়িগ্রাম জেলা স্টেডিয়ামে শতাধিক শিক্ষার্থী একত্রে দাঁড়িয়ে প্রধানমন্ত্রীর প্রতিকৃতি তৈরি করে। জেলা প্রশাসনের উদ্যোগে আয়োজিত এ অনুষ্ঠানে জনপ্রতিনিধিসহ বিভিন্ন শ্রেণিপেশার মানুষ উপস্থিত ছিলেন। জেলা প্রশাসক জানান, প্রধানমন্ত্রীর জন্মদিন উপলক্ষে এ আয়োজন করা হয়েছে। এছাড়া দিনব্যাপী আলোচনা সভা, দোয়া মাহফিল ও বৃক্ষরোপণ কর্মসূচির আয়োজন করা হয়। — [920, 898, 1120, 1053]
column-3 — [592, 128, 907, 2394]
